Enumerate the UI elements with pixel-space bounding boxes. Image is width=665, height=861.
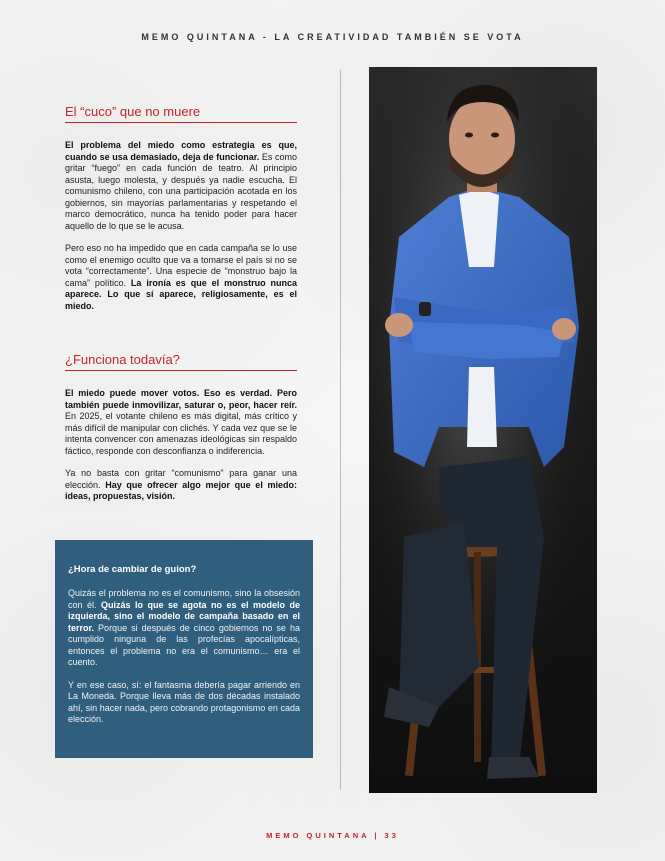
paragraph: [65, 140, 297, 232]
paragraph: Y en ese caso, sí: el fantasma debería pagar arriendo en La Moneda. Porque lleva más de dos décadas instalado ahí, sin hacer nada, pero cobrando protagonismo en cada elección.: [68, 679, 300, 724]
body-text: Ya no basta con gritar “comunismo” para ganar una elección.: [65, 468, 297, 490]
bold-text: Quizás lo que se agota no es el modelo de izquierda, sino el modelo de campaña basado en el terror.: [68, 599, 300, 633]
section-heading: El “cuco” que no muere: [65, 104, 297, 123]
callout-box: [55, 540, 313, 758]
page-header: MEMO QUINTANA - LA CREATIVIDAD TAMBIÉN SE VOTA: [141, 32, 524, 42]
body-text: Porque si después de cinco gobiernos no se ha cumplido ninguna de las profecías apocalípticas, entonces el problema no era el comunismo… era el cuento.: [68, 622, 300, 667]
section-funciona: [65, 352, 297, 503]
column-divider: [340, 70, 341, 790]
section-heading: ¿Funciona todavía?: [65, 352, 297, 371]
bold-text: La ironía es que el monstruo nunca aparece. Lo que sí aparece, religiosamente, es el miedo.: [65, 277, 297, 311]
paragraph: [65, 243, 297, 312]
page-footer: MEMO QUINTANA | 33: [266, 831, 399, 840]
portrait-illustration: [369, 67, 597, 793]
bold-text: Hay que ofrecer algo mejor que el miedo: ideas, propuestas, visión.: [65, 479, 297, 501]
body-text: Quizás el problema no es el comunismo, sino la obsesión con él.: [68, 588, 300, 610]
callout-title: ¿Hora de cambiar de guion?: [68, 564, 197, 575]
paragraph: [68, 588, 300, 669]
section-cuco: [65, 104, 297, 312]
body-text: Es como gritar “fuego” en cada función de teatro. Al principio asusta, luego molesta, y después ya nadie escucha. El comunismo chileno, con una participación acotada en los gobiernos, sin mayorías parlamentarias y respetando el marco democrático, nunca ha tenido poder para hacer aquello de lo que se le acusa.: [65, 151, 297, 231]
body-text: Pero eso no ha impedido que en cada campaña se lo use como el enemigo oculto que va a tomarse el país si no se vota “correctamente”. Una especie de “monstruo bajo la cama” político.: [65, 243, 297, 288]
paragraph: [65, 468, 297, 503]
bold-text: El miedo puede mover votos. Eso es verdad. Pero también puede inmovilizar, saturar o, peor, hacer reír.: [65, 388, 297, 410]
paragraph: [65, 388, 297, 457]
body-text: En 2025, el votante chileno es más digital, más crítico y más difícil de manipular con clichés. Y cada vez que se le intenta convencer con amenazas ideológicas sin respaldo fáctico, responde con desconfianza o indiferencia.: [65, 411, 297, 456]
portrait-photo: [369, 67, 597, 793]
bold-text: El problema del miedo como estrategia es que, cuando se usa demasiado, deja de funcionar.: [65, 140, 297, 162]
